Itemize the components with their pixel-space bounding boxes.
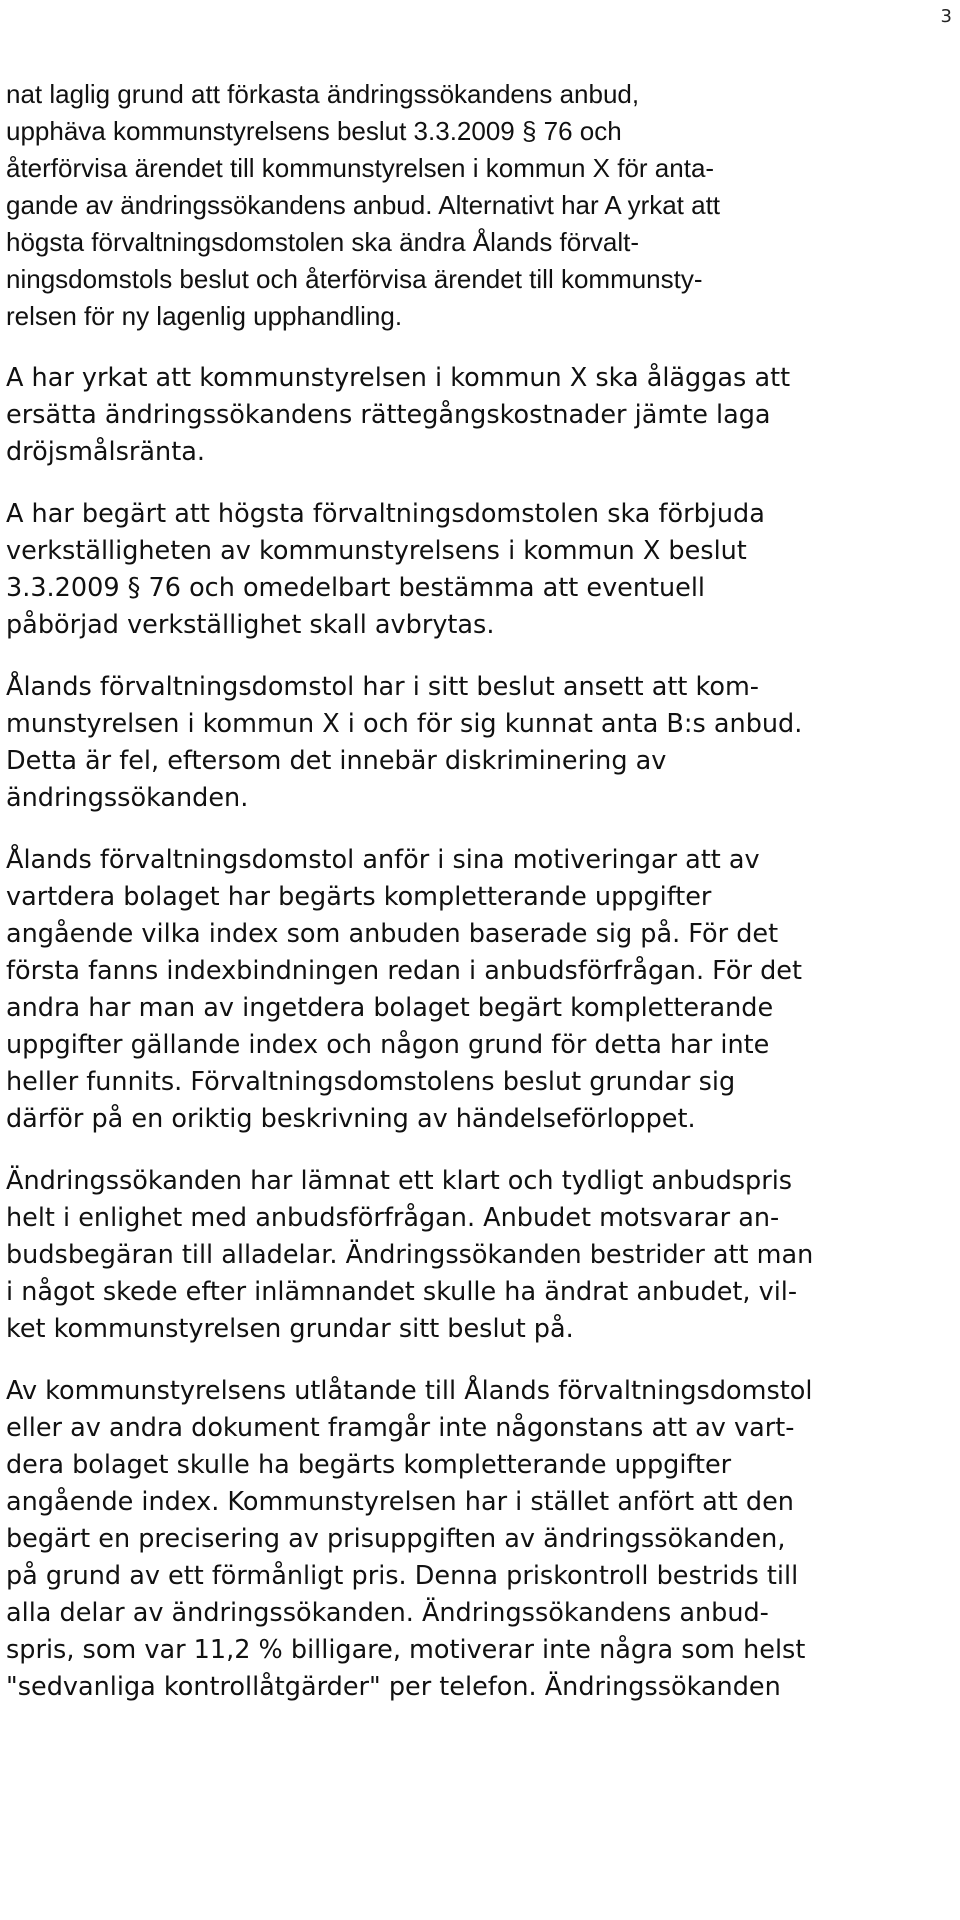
text-line: ersätta ändringssökandens rättegångskostnader jämte laga (6, 400, 771, 430)
text-line: Ändringssökanden har lämnat ett klart och tydligt anbudspris (6, 1166, 793, 1196)
text-line: ket kommunstyrelsen grundar sitt beslut på. (6, 1314, 574, 1344)
text-line: andra har man av ingetdera bolaget begärt kompletterande (6, 993, 774, 1023)
text-line: munstyrelsen i kommun X i och för sig kunnat anta B:s anbud. (6, 709, 803, 739)
paragraph-bid-price (6, 1163, 952, 1348)
text-line: alla delar av ändringssökanden. Ändringssökandens anbud- (6, 1598, 769, 1628)
paragraph-court-decision (6, 669, 952, 817)
text-line: Ålands förvaltningsdomstol anför i sina motiveringar att av (6, 845, 760, 875)
text-line: Ålands förvaltningsdomstol har i sitt beslut ansett att kom- (6, 672, 759, 702)
text-line: återförvisa ärendet till kommunstyrelsen i kommun X för anta- (6, 153, 715, 183)
text-line: verkställigheten av kommunstyrelsens i kommun X beslut (6, 536, 747, 566)
text-line: upphäva kommunstyrelsens beslut 3.3.2009 § 76 och (6, 116, 622, 146)
text-line: ändringssökanden. (6, 783, 249, 813)
text-line: angående index. Kommunstyrelsen har i stället anfört att den (6, 1487, 794, 1517)
paragraph-court-reasoning (6, 842, 952, 1138)
document-body (6, 76, 952, 1706)
paragraph-appeal-claims (6, 76, 952, 335)
text-line: på grund av ett förmånligt pris. Denna priskontroll bestrids till (6, 1561, 799, 1591)
text-line: heller funnits. Förvaltningsdomstolens beslut grundar sig (6, 1067, 736, 1097)
text-line: högsta förvaltningsdomstolen ska ändra Ålands förvalt- (6, 227, 640, 257)
text-line: helt i enlighet med anbudsförfrågan. Anbudet motsvarar an- (6, 1203, 780, 1233)
text-line: angående vilka index som anbuden baserade sig på. För det (6, 919, 779, 949)
text-line: begärt en precisering av prisuppgiften av ändringssökanden, (6, 1524, 786, 1554)
paragraph-legal-costs (6, 360, 952, 471)
paragraph-board-statement (6, 1373, 952, 1706)
text-line: A har begärt att högsta förvaltningsdomstolen ska förbjuda (6, 499, 765, 529)
text-line: A har yrkat att kommunstyrelsen i kommun X ska åläggas att (6, 363, 791, 393)
text-line: första fanns indexbindningen redan i anbudsförfrågan. För det (6, 956, 802, 986)
text-line: ningsdomstols beslut och återförvisa ärendet till kommunsty- (6, 264, 703, 294)
text-line: uppgifter gällande index och någon grund för detta har inte (6, 1030, 770, 1060)
text-line: i något skede efter inlämnandet skulle ha ändrat anbudet, vil- (6, 1277, 798, 1307)
text-line: dröjsmålsränta. (6, 437, 205, 467)
text-line: gande av ändringssökandens anbud. Alternativt har A yrkat att (6, 190, 721, 220)
text-line: därför på en oriktig beskrivning av händelseförloppet. (6, 1104, 696, 1134)
text-line: "sedvanliga kontrollåtgärder" per telefon. Ändringssökanden (6, 1672, 781, 1702)
paragraph-enforcement-ban (6, 496, 952, 644)
text-line: vartdera bolaget har begärts kompletterande uppgifter (6, 882, 712, 912)
text-line: spris, som var 11,2 % billigare, motiverar inte några som helst (6, 1635, 806, 1665)
text-line: budsbegäran till alladelar. Ändringssökanden bestrider att man (6, 1240, 814, 1270)
page-number: 3 (940, 6, 952, 27)
text-line: påbörjad verkställighet skall avbrytas. (6, 610, 495, 640)
text-line: Av kommunstyrelsens utlåtande till Ålands förvaltningsdomstol (6, 1376, 813, 1406)
text-line: nat laglig grund att förkasta ändringssökandens anbud, (6, 79, 640, 109)
text-line: eller av andra dokument framgår inte någonstans att av vart- (6, 1413, 795, 1443)
text-line: 3.3.2009 § 76 och omedelbart bestämma att eventuell (6, 573, 706, 603)
text-line: dera bolaget skulle ha begärts kompletterande uppgifter (6, 1450, 732, 1480)
text-line: relsen för ny lagenlig upphandling. (6, 301, 403, 331)
text-line: Detta är fel, eftersom det innebär diskriminering av (6, 746, 667, 776)
